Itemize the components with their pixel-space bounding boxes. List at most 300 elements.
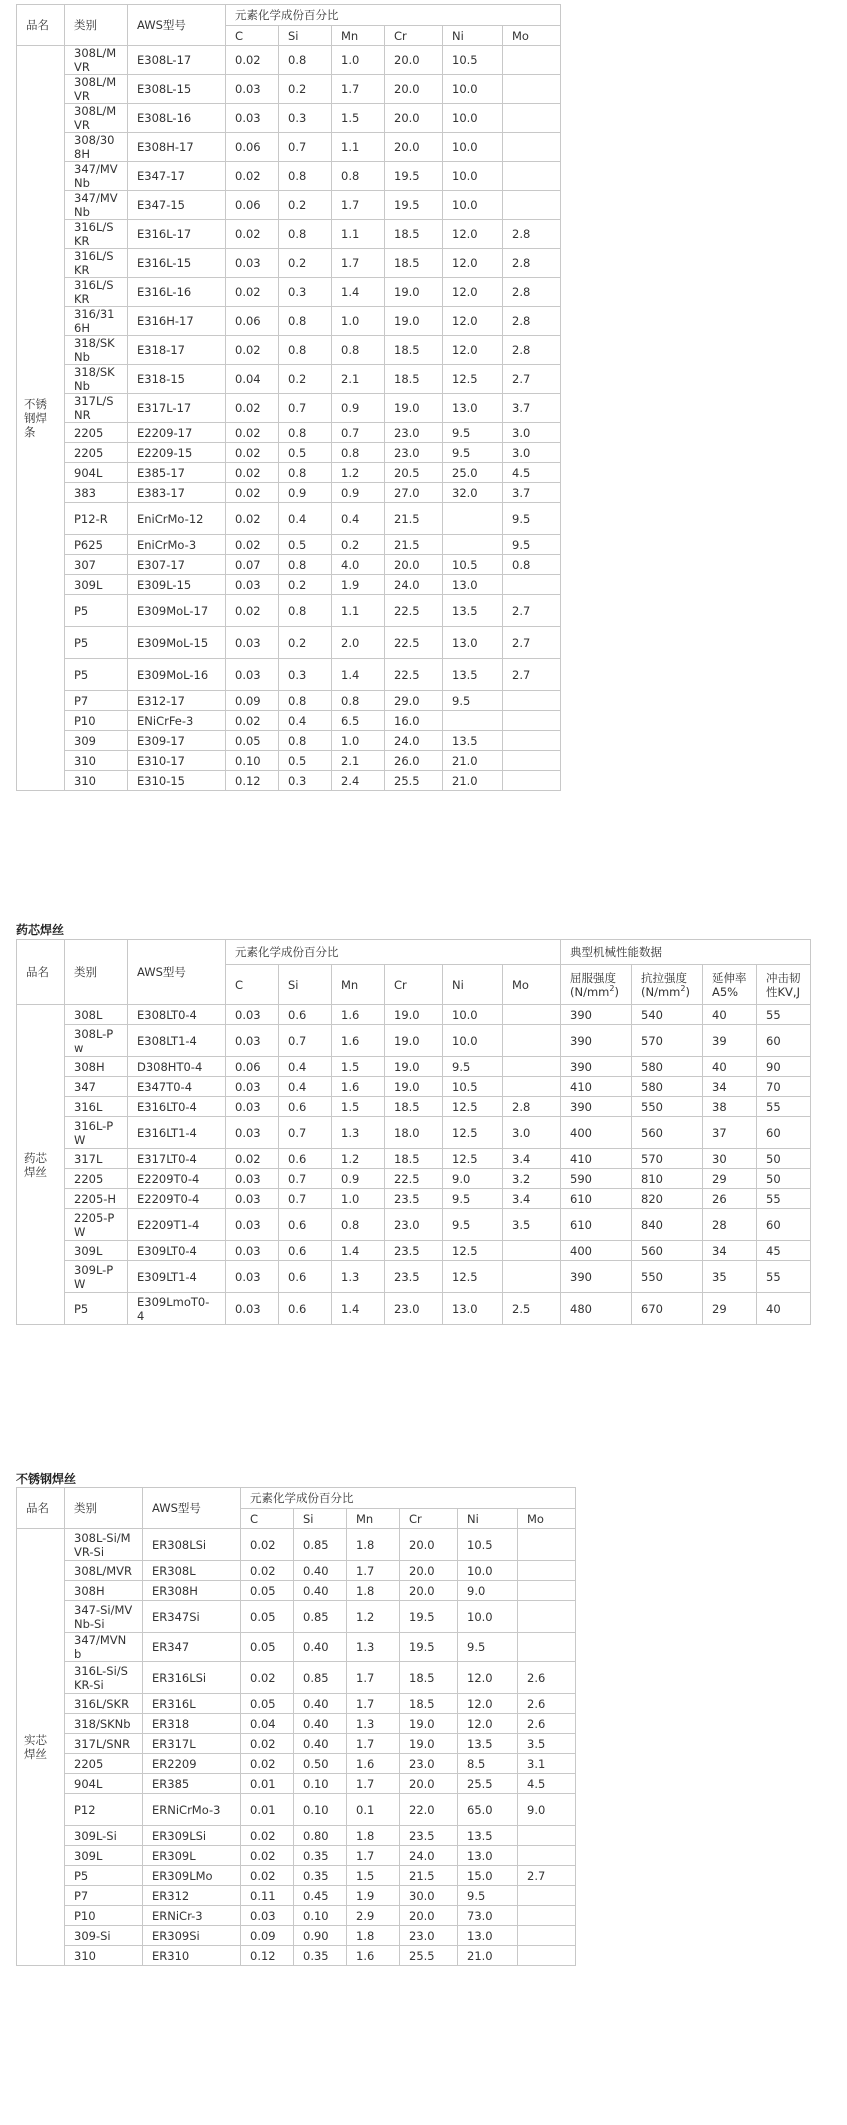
table-cell [503, 691, 561, 711]
column-header-mo: Mo [503, 26, 561, 46]
table-cell: 904L [65, 463, 128, 483]
table-cell: 9.5 [458, 1633, 518, 1662]
table-cell: 0.3 [279, 104, 332, 133]
table-row [17, 394, 561, 423]
table-cell: 29 [703, 1169, 757, 1189]
table-cell: 2.6 [518, 1714, 576, 1734]
table-cell: 0.2 [279, 249, 332, 278]
table-cell: 50 [757, 1149, 811, 1169]
table-cell: 23.0 [385, 443, 443, 463]
header-chemical-composition: 元素化学成份百分比 [226, 5, 561, 26]
table-cell: 20.0 [400, 1581, 458, 1601]
table-cell: 0.02 [226, 483, 279, 503]
table-cell: 20.0 [385, 133, 443, 162]
table-cell: 3.5 [518, 1734, 576, 1754]
table-cell: P5 [65, 659, 128, 691]
table-cell: 0.01 [241, 1774, 294, 1794]
table-cell: 50 [757, 1169, 811, 1189]
table-cell: 0.02 [226, 336, 279, 365]
table-row [17, 191, 561, 220]
table-cell: 0.03 [226, 1005, 279, 1025]
table-row [17, 1886, 576, 1906]
table-cell: 21.0 [458, 1946, 518, 1966]
table-cell: 21.5 [385, 503, 443, 535]
table-cell: 55 [757, 1097, 811, 1117]
table-cell: 19.0 [385, 307, 443, 336]
table-cell: 1.6 [347, 1754, 400, 1774]
header-aws-type: AWS型号 [128, 940, 226, 1005]
table-row [17, 1261, 811, 1293]
table-cell: 9.5 [443, 443, 503, 463]
table-cell: 25.5 [458, 1774, 518, 1794]
table-cell: E308L-17 [128, 46, 226, 75]
table-cell: ER316LSi [143, 1662, 241, 1694]
table-cell: E316L-16 [128, 278, 226, 307]
product-group: 实芯焊丝 [17, 1529, 65, 1966]
column-header-cr: Cr [400, 1509, 458, 1529]
header-aws-type: AWS型号 [143, 1488, 241, 1529]
table-cell: E317LT0-4 [128, 1149, 226, 1169]
table-cell: 0.7 [279, 133, 332, 162]
column-header-mo: Mo [518, 1509, 576, 1529]
column-header-si: Si [279, 26, 332, 46]
table-cell: 0.1 [347, 1794, 400, 1826]
table-cell [518, 1946, 576, 1966]
table-row [17, 46, 561, 75]
table-cell: 0.02 [226, 1149, 279, 1169]
unit-superscript: 2 [680, 983, 686, 993]
table-cell: 317L/SNR [65, 1734, 143, 1754]
column-header-mn: Mn [332, 26, 385, 46]
table-cell: 0.7 [279, 1117, 332, 1149]
table-cell: 0.8 [332, 691, 385, 711]
table-cell: 580 [632, 1057, 703, 1077]
table-cell: 400 [561, 1117, 632, 1149]
table-cell: 13.5 [443, 659, 503, 691]
table-cell: 9.0 [443, 1169, 503, 1189]
table-row [17, 162, 561, 191]
table-cell [503, 1241, 561, 1261]
table-cell: 23.5 [400, 1826, 458, 1846]
table-cell: 3.0 [503, 1117, 561, 1149]
table-cell: 8.5 [458, 1754, 518, 1774]
table-cell: 3.0 [503, 423, 561, 443]
table-cell: 9.5 [443, 1189, 503, 1209]
table-cell: 10.5 [443, 555, 503, 575]
table-cell: 310 [65, 1946, 143, 1966]
table-cell: 820 [632, 1189, 703, 1209]
table-row [17, 691, 561, 711]
mech-column-label: 延伸率A5% [712, 970, 747, 999]
table-cell: 60 [757, 1209, 811, 1241]
table-cell: 0.03 [226, 575, 279, 595]
table-cell [503, 133, 561, 162]
table-cell: ER309LMo [143, 1866, 241, 1886]
table-cell: 20.0 [400, 1529, 458, 1561]
table-cell: 0.03 [226, 627, 279, 659]
table-cell: 550 [632, 1261, 703, 1293]
table-cell: 0.02 [241, 1846, 294, 1866]
table-cell: ER309Si [143, 1926, 241, 1946]
table-cell: 0.5 [279, 443, 332, 463]
table-cell: 19.0 [385, 1077, 443, 1097]
table-row [17, 1025, 811, 1057]
table-cell: 9.0 [458, 1581, 518, 1601]
table-cell: E2209T0-4 [128, 1169, 226, 1189]
column-header-si: Si [294, 1509, 347, 1529]
table-cell: 19.0 [400, 1714, 458, 1734]
column-header-ni: Ni [443, 965, 503, 1005]
table-cell [518, 1601, 576, 1633]
table-row [17, 1846, 576, 1866]
table-cell: 2.7 [503, 365, 561, 394]
table-cell: E308H-17 [128, 133, 226, 162]
table-cell: 308L/MVR [65, 46, 128, 75]
table-cell: 22.5 [385, 595, 443, 627]
table-cell: 0.03 [226, 1077, 279, 1097]
table-cell: 23.5 [385, 1241, 443, 1261]
table-cell: E317L-17 [128, 394, 226, 423]
header-row [17, 5, 561, 26]
table-cell: 18.5 [385, 220, 443, 249]
table-cell: 1.2 [332, 463, 385, 483]
table-cell: 2.8 [503, 1097, 561, 1117]
table-cell: E309L-15 [128, 575, 226, 595]
table-cell: 10.0 [458, 1601, 518, 1633]
table-cell: 1.5 [347, 1866, 400, 1886]
table-cell: 12.0 [458, 1694, 518, 1714]
table-cell: 1.7 [347, 1846, 400, 1866]
table-cell: 1.0 [332, 731, 385, 751]
table-cell: 0.7 [279, 1025, 332, 1057]
table-cell: 1.7 [332, 249, 385, 278]
table-cell [518, 1846, 576, 1866]
table-cell: ENiCrFe-3 [128, 711, 226, 731]
table-cell: 9.5 [443, 691, 503, 711]
table-cell: 23.0 [400, 1926, 458, 1946]
table-cell: 308H [65, 1057, 128, 1077]
table-cell [503, 1005, 561, 1025]
table-cell: 0.02 [241, 1561, 294, 1581]
table-row [17, 1077, 811, 1097]
table-cell: 13.0 [443, 627, 503, 659]
table-cell: 12.5 [443, 1097, 503, 1117]
table-cell: 2.1 [332, 365, 385, 394]
flux-cored-wire-table [16, 939, 811, 1325]
table-cell [518, 1529, 576, 1561]
table-cell: E316LT0-4 [128, 1097, 226, 1117]
table-row [17, 1117, 811, 1149]
column-header-c: C [226, 26, 279, 46]
table-row [17, 365, 561, 394]
table-cell: 0.12 [226, 771, 279, 791]
table-cell: E309-17 [128, 731, 226, 751]
table-cell: 13.0 [443, 394, 503, 423]
table-cell: 13.5 [443, 595, 503, 627]
table-cell: 347 [65, 1077, 128, 1097]
table-row [17, 307, 561, 336]
table-cell: E2209T0-4 [128, 1189, 226, 1209]
table-cell: ER316L [143, 1694, 241, 1714]
table-cell [443, 503, 503, 535]
column-header-c: C [226, 965, 279, 1005]
table-cell: E316L-15 [128, 249, 226, 278]
table-cell: 570 [632, 1149, 703, 1169]
table-cell: ER309L [143, 1846, 241, 1866]
header-chemical-composition: 元素化学成份百分比 [241, 1488, 576, 1509]
table-row [17, 751, 561, 771]
header-category: 类别 [65, 5, 128, 46]
table-cell: 1.1 [332, 220, 385, 249]
table-cell [518, 1633, 576, 1662]
table-cell: 0.80 [294, 1826, 347, 1846]
table-cell: 2.8 [503, 336, 561, 365]
table-cell: E309MoL-16 [128, 659, 226, 691]
table-cell: E309LT1-4 [128, 1261, 226, 1293]
table-cell: 0.04 [241, 1714, 294, 1734]
table-cell: 0.01 [241, 1794, 294, 1826]
table-cell: 10.0 [458, 1561, 518, 1581]
table-cell: 0.03 [226, 1189, 279, 1209]
table-cell: P10 [65, 711, 128, 731]
table-cell [503, 1077, 561, 1097]
table-row [17, 555, 561, 575]
table-cell: 1.3 [332, 1261, 385, 1293]
table-cell: 0.03 [226, 1241, 279, 1261]
table-cell: 410 [561, 1149, 632, 1169]
table-cell: 0.85 [294, 1529, 347, 1561]
table-cell: 3.5 [503, 1209, 561, 1241]
table-cell: 0.3 [279, 278, 332, 307]
table-cell: 60 [757, 1025, 811, 1057]
table-cell: 10.5 [443, 46, 503, 75]
table-cell: E309MoL-15 [128, 627, 226, 659]
table-cell: 18.5 [385, 365, 443, 394]
table-cell: 1.3 [347, 1714, 400, 1734]
table-cell: E308LT1-4 [128, 1025, 226, 1057]
table-cell: 0.50 [294, 1754, 347, 1774]
table-cell: 840 [632, 1209, 703, 1241]
table-cell: 1.4 [332, 1293, 385, 1325]
table-cell: 13.0 [443, 1293, 503, 1325]
table-cell: 540 [632, 1005, 703, 1025]
table-row [17, 731, 561, 751]
table-cell: 3.4 [503, 1189, 561, 1209]
table-cell: E383-17 [128, 483, 226, 503]
table-row [17, 1189, 811, 1209]
table-cell: 0.12 [241, 1946, 294, 1966]
table-cell: 0.10 [226, 751, 279, 771]
table-cell: 0.03 [226, 1025, 279, 1057]
table-cell: 904L [65, 1774, 143, 1794]
table-cell: 1.7 [332, 75, 385, 104]
table-row [17, 1293, 811, 1325]
table-row [17, 1097, 811, 1117]
table-cell: 0.03 [226, 75, 279, 104]
column-header-c: C [241, 1509, 294, 1529]
table-row [17, 1529, 576, 1561]
table-row [17, 483, 561, 503]
table-cell: 19.5 [385, 162, 443, 191]
table-cell: 3.1 [518, 1754, 576, 1774]
table-cell: 550 [632, 1097, 703, 1117]
table-row [17, 1662, 576, 1694]
table-cell: 0.02 [241, 1734, 294, 1754]
table-row [17, 1057, 811, 1077]
table-cell: 2205-H [65, 1189, 128, 1209]
table-cell: 55 [757, 1261, 811, 1293]
table-cell: E347-17 [128, 162, 226, 191]
column-header-ni: Ni [443, 26, 503, 46]
table-cell: 9.5 [443, 1057, 503, 1077]
table-cell: 1.6 [347, 1946, 400, 1966]
table-cell: 39 [703, 1025, 757, 1057]
table-cell: E385-17 [128, 463, 226, 483]
table-cell: P5 [65, 595, 128, 627]
table-cell: 19.0 [385, 394, 443, 423]
table-cell: 0.2 [332, 535, 385, 555]
table-cell: 1.4 [332, 278, 385, 307]
table-cell: 40 [757, 1293, 811, 1325]
table-cell: 55 [757, 1005, 811, 1025]
table-cell: 0.02 [226, 463, 279, 483]
table-cell: 2.7 [503, 659, 561, 691]
table-cell: 18.5 [385, 1097, 443, 1117]
table-cell: 25.0 [443, 463, 503, 483]
header-mechanical-properties: 典型机械性能数据 [561, 940, 811, 965]
table-cell: 0.8 [332, 443, 385, 463]
table-cell: 22.5 [385, 627, 443, 659]
table-cell: 309L [65, 1846, 143, 1866]
table-cell: 9.5 [443, 423, 503, 443]
table-cell: 0.7 [279, 394, 332, 423]
table-cell: ER308L [143, 1561, 241, 1581]
table-cell: E316LT1-4 [128, 1117, 226, 1149]
table-cell: 0.06 [226, 307, 279, 336]
table-row [17, 595, 561, 627]
table-cell: 610 [561, 1209, 632, 1241]
table-cell: 2.6 [518, 1662, 576, 1694]
table-cell: 10.0 [443, 133, 503, 162]
table-cell: 610 [561, 1189, 632, 1209]
table-cell: 20.0 [385, 46, 443, 75]
table-cell: 13.5 [443, 731, 503, 751]
column-header-ni: Ni [458, 1509, 518, 1529]
table-row [17, 575, 561, 595]
header-category: 类别 [65, 1488, 143, 1529]
table-cell: 0.85 [294, 1601, 347, 1633]
table-cell: 0.03 [226, 104, 279, 133]
table-cell: ERNiCr-3 [143, 1906, 241, 1926]
table-cell: 0.03 [226, 1261, 279, 1293]
table-cell: 10.0 [443, 1025, 503, 1057]
table-cell: 2205 [65, 423, 128, 443]
mech-column-header [561, 965, 632, 1005]
table-cell: 25.5 [385, 771, 443, 791]
table-cell: 1.6 [332, 1077, 385, 1097]
table-cell: 0.07 [226, 555, 279, 575]
table-cell: 0.4 [332, 503, 385, 535]
table-cell: 0.5 [279, 535, 332, 555]
table-cell [503, 1261, 561, 1293]
table-cell: 45 [757, 1241, 811, 1261]
table-cell: 0.2 [279, 191, 332, 220]
table-cell: 0.05 [241, 1694, 294, 1714]
header-aws-type: AWS型号 [128, 5, 226, 46]
table-cell: 309 [65, 731, 128, 751]
table-cell: 12.5 [443, 365, 503, 394]
table-cell: 309L-Si [65, 1826, 143, 1846]
stainless-electrode-table [16, 4, 561, 791]
table-cell: P5 [65, 1866, 143, 1886]
table-row [17, 1241, 811, 1261]
table-cell: 316/316H [65, 307, 128, 336]
table-cell: 1.2 [347, 1601, 400, 1633]
table-cell: 0.6 [279, 1149, 332, 1169]
table-cell: 0.03 [226, 249, 279, 278]
table-cell: 0.85 [294, 1662, 347, 1694]
table-row [17, 1149, 811, 1169]
table-cell: 20.0 [400, 1561, 458, 1581]
table-cell: ER385 [143, 1774, 241, 1794]
table-row [17, 423, 561, 443]
table-cell: 2205 [65, 443, 128, 463]
header-product-name: 品名 [17, 940, 65, 1005]
table-cell: 0.06 [226, 1057, 279, 1077]
table-cell: 309L [65, 1241, 128, 1261]
table-row [17, 1601, 576, 1633]
table-cell: 1.8 [347, 1529, 400, 1561]
table-cell: 1.5 [332, 104, 385, 133]
table-cell: 2.0 [332, 627, 385, 659]
table-cell: 1.6 [332, 1025, 385, 1057]
table-cell: ER310 [143, 1946, 241, 1966]
header-category: 类别 [65, 940, 128, 1005]
table-cell: 22.5 [385, 1169, 443, 1189]
table-cell: 23.5 [385, 1189, 443, 1209]
table-row [17, 1581, 576, 1601]
table-cell: 0.90 [294, 1926, 347, 1946]
table-cell: 1.7 [347, 1561, 400, 1581]
table-cell: E347-15 [128, 191, 226, 220]
table-cell: 3.4 [503, 1149, 561, 1169]
table-cell: ER347 [143, 1633, 241, 1662]
table-cell: 308L [65, 1005, 128, 1025]
table-cell: 20.5 [385, 463, 443, 483]
table-cell: 310 [65, 771, 128, 791]
table-cell: 1.0 [332, 307, 385, 336]
table-cell: 26 [703, 1189, 757, 1209]
table-row [17, 1926, 576, 1946]
table-row [17, 659, 561, 691]
table-cell: 23.0 [385, 423, 443, 443]
table-cell: 0.40 [294, 1714, 347, 1734]
table-cell: 0.7 [332, 423, 385, 443]
table-cell: 2.7 [503, 595, 561, 627]
table-cell: 9.5 [503, 535, 561, 555]
table-cell [503, 1057, 561, 1077]
table-cell: ERNiCrMo-3 [143, 1794, 241, 1826]
table-cell: 12.5 [443, 1261, 503, 1293]
table-cell: 18.5 [385, 249, 443, 278]
table-cell: 40 [703, 1005, 757, 1025]
table-cell: 24.0 [385, 575, 443, 595]
table-cell: E2209-15 [128, 443, 226, 463]
table-cell: 308H [65, 1581, 143, 1601]
table-cell: 316L [65, 1097, 128, 1117]
table-cell: 0.6 [279, 1005, 332, 1025]
table-cell: 0.9 [332, 394, 385, 423]
